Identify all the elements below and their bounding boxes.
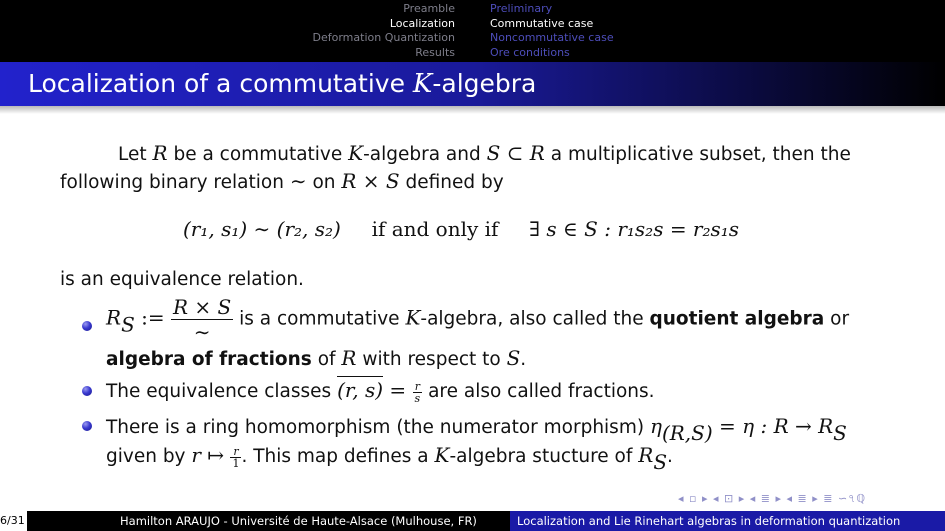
frame-title-bar [0, 62, 945, 106]
fraction-denominator: 1 [232, 456, 240, 470]
intro-text: be a commutative [167, 144, 349, 165]
math-morphism: = η : R → R [712, 414, 834, 438]
bullet-icon [82, 321, 92, 331]
bullet-text: given by [106, 446, 192, 467]
term-algebra-of-fractions: algebra of fractions [106, 349, 312, 370]
section-navigation [313, 2, 456, 60]
beamer-navigation-icons[interactable]: ◂ ▫ ▸ ◂ ⊡ ▸ ◂ ≣ ▸ ◂ ≣ ▸ ≣ ∽৭ℚ [678, 492, 866, 505]
math-K: K [348, 141, 364, 165]
title-suffix: -algebra [432, 69, 537, 98]
math-R: R [638, 443, 654, 467]
math-map: r ↦ [191, 443, 231, 467]
equation-rhs: ∃ s ∈ S : r₁s₂s = r₂s₁s [529, 217, 740, 241]
nav-section-localization[interactable]: Localization [389, 16, 455, 30]
fraction-denominator: ∼ [171, 319, 233, 344]
math-equivalence-class: (r, s) [337, 378, 384, 402]
math-K: K [434, 443, 450, 467]
footer-author: Hamilton ARAUJO - Université de Haute-Alsace (Mulhouse, FR) [120, 514, 477, 528]
bullet-text: is a commutative [239, 308, 406, 330]
bullet-1-line-2 [106, 346, 526, 370]
fraction-numerator: r [414, 379, 420, 393]
intro-line-2 [60, 169, 504, 193]
bullet-text: are also called fractions. [428, 381, 655, 402]
nav-section-deformation-quantization[interactable]: Deformation Quantization [312, 31, 455, 44]
footer-talk-title: Localization and Lie Rinehart algebras in deformation quantization [517, 514, 901, 528]
bullet-icon [82, 386, 92, 396]
equation-lhs: (r₁, s₁) ∼ (r₂, s₂) [183, 217, 341, 241]
math-defeq: := [134, 305, 171, 330]
fraction-quotient [171, 295, 233, 344]
math-product: R × S [341, 169, 400, 193]
math-subscript: S [653, 450, 668, 474]
nav-subsection-ore-conditions[interactable]: Ore conditions [490, 45, 570, 59]
math-subset: S ⊂ R [486, 141, 545, 165]
frame-title [28, 69, 536, 99]
nav-subsection-noncommutative-case[interactable]: Noncommutative case [490, 31, 614, 44]
bullet-text: There is a ring homomorphism (the numerator morphism) [106, 417, 650, 438]
math-R: R [106, 305, 122, 330]
fraction-numerator: r [233, 444, 239, 458]
bullet-2-line [106, 378, 655, 404]
fraction-numerator: R × S [172, 295, 232, 319]
footer [0, 511, 945, 531]
bullet-3-line-2 [106, 443, 673, 474]
math-S: S [506, 346, 521, 370]
bullet-text: -algebra stucture of [449, 446, 639, 467]
math-equals: = [383, 378, 413, 402]
bullet-text: . [667, 446, 673, 467]
intro-text: defined by [399, 172, 504, 193]
subsection-navigation [490, 2, 614, 60]
bullet-text: -algebra, also called the [420, 308, 650, 330]
intro-text: on [306, 172, 342, 193]
fraction-r-over-1 [230, 446, 241, 469]
page-number: 6/31 [0, 511, 27, 531]
math-eta: η [649, 414, 662, 438]
title-prefix: Localization of a commutative [28, 69, 413, 98]
math-subscript: (R,S) [661, 421, 713, 445]
bullet-text: . This map defines a [241, 446, 435, 467]
intro-text: -algebra and [363, 144, 487, 165]
bullet-text: or [824, 308, 850, 330]
term-quotient-algebra: quotient algebra [649, 308, 825, 330]
fraction-r-over-s [413, 381, 423, 404]
math-R: R [152, 141, 168, 165]
math-K: K [405, 305, 421, 330]
bullet-text: The equivalence classes [106, 381, 338, 402]
title-variable: K [412, 69, 433, 99]
math-R: R [341, 346, 357, 370]
bullet-text: with respect to [356, 349, 507, 370]
math-sim: ∼ [289, 169, 307, 193]
navigation-bar [0, 0, 945, 62]
intro-text: Let [118, 144, 147, 165]
display-equation [183, 217, 739, 241]
equivalence-statement: is an equivalence relation. [60, 269, 304, 290]
bullet-text: of [311, 349, 342, 370]
nav-subsection-commutative-case[interactable]: Commutative case [490, 16, 594, 30]
bullet-text: . [520, 349, 527, 370]
title-shadow [0, 106, 945, 114]
bullet-3-line-1 [106, 414, 847, 445]
intro-text: a multiplicative subset, then the [544, 144, 851, 165]
bullet-icon [82, 421, 92, 431]
nav-section-results[interactable]: Results [415, 45, 455, 59]
bullet-1-line-1 [106, 295, 849, 344]
equation-iff: if and only if [371, 217, 499, 241]
math-subscript: S [833, 421, 847, 445]
nav-subsection-preliminary[interactable]: Preliminary [490, 2, 553, 15]
intro-text: following binary relation [60, 172, 290, 193]
nav-section-preamble[interactable]: Preamble [403, 2, 455, 15]
math-subscript: S [121, 312, 135, 337]
intro-line-1 [118, 141, 851, 165]
fraction-denominator: s [414, 391, 421, 405]
